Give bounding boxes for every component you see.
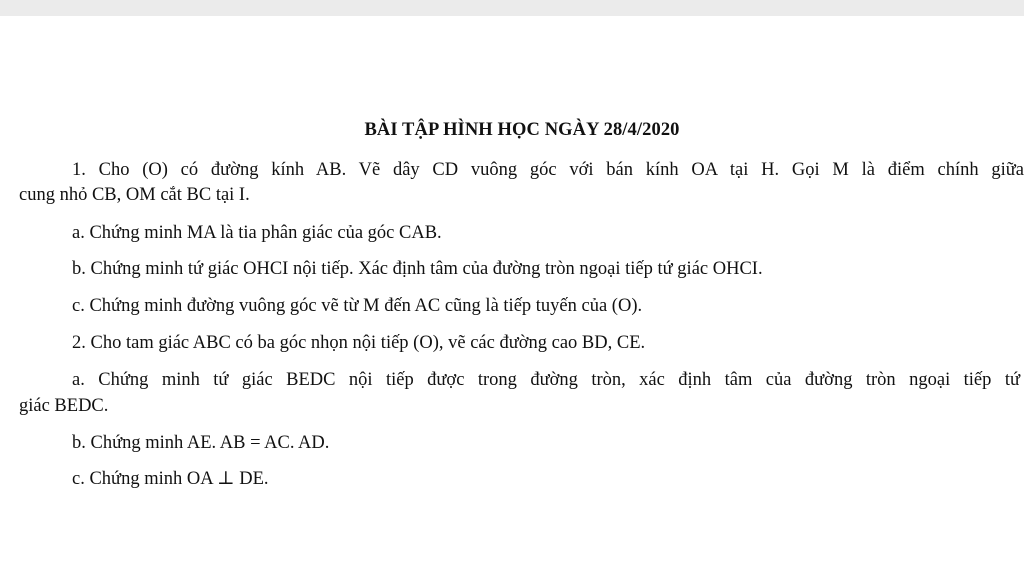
problem-2-part-a-line-1: a. Chứng minh tứ giác BEDC nội tiếp được trong đường tròn, xác định tâm của đường tròn ngoại tiếp tứ bbox=[72, 370, 1020, 390]
document-page bbox=[0, 16, 1024, 563]
document-title: BÀI TẬP HÌNH HỌC NGÀY 28/4/2020 bbox=[364, 120, 680, 140]
viewer-top-strip bbox=[0, 0, 1024, 16]
problem-1-intro-line-2: cung nhỏ CB, OM cắt BC tại I. bbox=[19, 185, 250, 205]
problem-2-part-c: c. Chứng minh OA ⊥ DE. bbox=[72, 469, 269, 489]
problem-2-part-b: b. Chứng minh AE. AB = AC. AD. bbox=[72, 433, 330, 453]
problem-1-part-c: c. Chứng minh đường vuông góc vẽ từ M đến AC cũng là tiếp tuyến của (O). bbox=[72, 296, 643, 316]
problem-2-part-a-line-2: giác BEDC. bbox=[19, 396, 109, 416]
problem-1-intro-line-1: 1. Cho (O) có đường kính AB. Vẽ dây CD vuông góc với bán kính OA tại H. Gọi M là điểm chính giữa bbox=[72, 160, 1024, 180]
problem-1-part-b: b. Chứng minh tứ giác OHCI nội tiếp. Xác định tâm của đường tròn ngoại tiếp tứ giác OHCI. bbox=[72, 259, 763, 279]
problem-1-part-a: a. Chứng minh MA là tia phân giác của góc CAB. bbox=[72, 223, 442, 243]
problem-2-intro: 2. Cho tam giác ABC có ba góc nhọn nội tiếp (O), vẽ các đường cao BD, CE. bbox=[72, 333, 646, 353]
